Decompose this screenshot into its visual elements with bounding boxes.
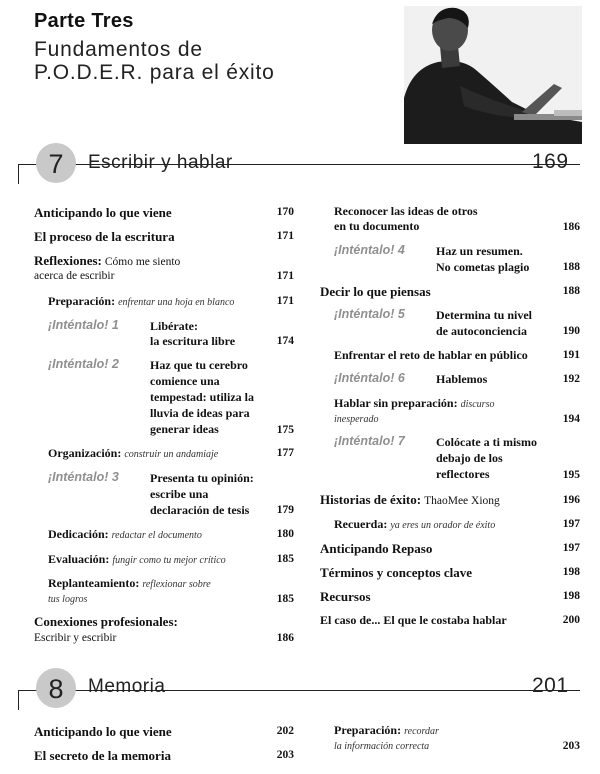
- toc-entry-preparacion-ch8[interactable]: [334, 723, 439, 739]
- toc-page: 192: [562, 373, 580, 385]
- toc-entry-hablar-publico[interactable]: Enfrentar el reto de hablar en público: [334, 348, 528, 362]
- toc-entry-sub: reflexionar sobre: [142, 579, 211, 590]
- chapter8-page: 201: [532, 674, 569, 697]
- toc-entry-replanteamiento[interactable]: [48, 576, 211, 592]
- toc-page: 171: [276, 270, 294, 282]
- toc-entry-sub: El que le costaba hablar: [383, 613, 507, 627]
- try-it-2-line2[interactable]: comience una: [150, 374, 220, 388]
- part-title-line2: P.O.D.E.R. para el éxito: [34, 61, 275, 84]
- try-it-2-label: ¡Inténtalo! 2: [48, 357, 119, 371]
- toc-page: 170: [276, 206, 294, 218]
- toc-page: 188: [562, 285, 580, 297]
- toc-entry-reflexiones[interactable]: [34, 253, 180, 270]
- toc-page: 191: [562, 349, 580, 361]
- try-it-5-label: ¡Inténtalo! 5: [334, 307, 405, 321]
- toc-entry-secreto-memoria[interactable]: El secreto de la memoria: [34, 748, 171, 763]
- try-it-2-line3[interactable]: tempestad: utiliza la: [150, 390, 254, 404]
- try-it-3-line2[interactable]: escribe una: [150, 487, 209, 501]
- toc-page: 195: [562, 469, 580, 481]
- toc-entry-sub-line: Escribir y escribir: [34, 632, 117, 644]
- toc-page: 203: [276, 749, 294, 761]
- toc-entry-label: Reflexiones:: [34, 253, 102, 268]
- toc-entry-conexiones[interactable]: Conexiones profesionales:: [34, 614, 178, 629]
- chapter8-number: 8: [36, 668, 76, 708]
- chapter8-rule-tick: [18, 690, 19, 710]
- try-it-7-line3[interactable]: reflectores: [436, 467, 490, 481]
- try-it-2-line1[interactable]: Haz que tu cerebro: [150, 358, 248, 372]
- toc-entry-label: Evaluación:: [48, 552, 110, 566]
- part-title-line1: Fundamentos de: [34, 38, 203, 61]
- toc-entry-label: El caso de...: [320, 613, 381, 627]
- toc-page: 186: [276, 632, 294, 644]
- toc-entry-sub: enfrentar una hoja en blanco: [118, 297, 235, 308]
- toc-entry-sub: construir un andamiaje: [124, 449, 219, 460]
- try-it-3-line1[interactable]: Presenta tu opinión:: [150, 471, 254, 485]
- toc-page: 171: [276, 295, 294, 307]
- toc-page: 174: [276, 335, 294, 347]
- toc-page: 198: [562, 590, 580, 602]
- toc-entry-dedicacion[interactable]: [48, 527, 202, 543]
- toc-entry-sub: recordar: [404, 726, 439, 737]
- toc-entry-evaluacion[interactable]: [48, 552, 226, 568]
- toc-entry-reconocer-ideas[interactable]: Reconocer las ideas de otros: [334, 204, 478, 218]
- try-it-5-line2[interactable]: de autoconciencia: [436, 324, 527, 338]
- toc-entry-sub-line: la información correcta: [334, 741, 430, 752]
- toc-entry-sub: discurso: [460, 399, 495, 410]
- toc-page: 194: [562, 413, 580, 425]
- chapter7-number: 7: [36, 143, 76, 183]
- toc-page: 180: [276, 528, 294, 540]
- toc-entry-sub: Cómo me siento: [104, 256, 181, 268]
- toc-entry-sub: fungir como tu mejor crítico: [112, 555, 226, 566]
- try-it-3-label: ¡Inténtalo! 3: [48, 470, 119, 484]
- toc-entry-terminos[interactable]: Términos y conceptos clave: [320, 565, 473, 580]
- toc-page: 202: [276, 725, 294, 737]
- try-it-7-label: ¡Inténtalo! 7: [334, 434, 405, 448]
- toc-page: 190: [562, 325, 580, 337]
- toc-page: 185: [276, 593, 294, 605]
- toc-entry-recuerda[interactable]: [334, 517, 495, 533]
- toc-entry-proceso-escritura[interactable]: El proceso de la escritura: [34, 229, 175, 244]
- toc-entry-label: Hablar sin preparación:: [334, 396, 458, 410]
- toc-entry-sub: ya eres un orador de éxito: [390, 520, 496, 531]
- toc-entry-hablar-sin-preparacion[interactable]: [334, 396, 494, 412]
- toc-entry-label: Historias de éxito:: [320, 492, 422, 507]
- try-it-7-line1[interactable]: Colócate a ti mismo: [436, 435, 537, 449]
- chapter8-title: Memoria: [88, 676, 166, 697]
- toc-page: 171: [276, 230, 294, 242]
- chapter7-title: Escribir y hablar: [88, 152, 233, 173]
- person-at-laptop-image: [404, 6, 582, 144]
- toc-entry-organizacion[interactable]: [48, 446, 218, 462]
- toc-entry-sub-line: inesperado: [334, 414, 379, 425]
- toc-page: 198: [562, 566, 580, 578]
- toc-entry-historias-exito[interactable]: [320, 492, 500, 509]
- toc-page: 197: [562, 542, 580, 554]
- try-it-2-line4[interactable]: lluvia de ideas para: [150, 406, 250, 420]
- try-it-7-line2[interactable]: debajo de los: [436, 451, 503, 465]
- toc-page: 186: [562, 221, 580, 233]
- toc-entry-sub-line: tus logros: [48, 594, 88, 605]
- toc-entry-anticipando[interactable]: Anticipando lo que viene: [34, 205, 172, 220]
- toc-page: 188: [562, 261, 580, 273]
- try-it-1-line2[interactable]: la escritura libre: [150, 334, 236, 348]
- toc-entry-sub-line: en tu documento: [334, 219, 420, 233]
- toc-entry-label: Preparación:: [48, 294, 116, 308]
- header-photo: [404, 6, 582, 144]
- chapter7-page: 169: [532, 150, 569, 173]
- toc-entry-sub: ThaoMee Xiong: [424, 495, 500, 507]
- toc-entry-label: Replanteamiento:: [48, 576, 140, 590]
- part-title: [34, 38, 275, 84]
- toc-entry-label: Recuerda:: [334, 517, 388, 531]
- try-it-6-line1[interactable]: Hablemos: [436, 372, 488, 386]
- try-it-5-line1[interactable]: Determina tu nivel: [436, 308, 532, 322]
- try-it-1-label: ¡Inténtalo! 1: [48, 318, 119, 332]
- toc-page: 185: [276, 553, 294, 565]
- toc-page: 179: [276, 504, 294, 516]
- toc-page: 203: [562, 740, 580, 752]
- try-it-4-line2[interactable]: No cometas plagio: [436, 260, 530, 274]
- toc-page: 200: [562, 614, 580, 626]
- part-label: Parte Tres: [34, 10, 134, 32]
- toc-entry-label: Organización:: [48, 446, 122, 460]
- try-it-2-line5[interactable]: generar ideas: [150, 422, 219, 436]
- chapter7-rule-tick: [18, 164, 19, 184]
- toc-entry-sub: redactar el documento: [111, 530, 202, 541]
- toc-entry-label: Dedicación:: [48, 527, 109, 541]
- try-it-4-label: ¡Inténtalo! 4: [334, 243, 405, 257]
- toc-page: 197: [562, 518, 580, 530]
- toc-entry-caso[interactable]: [320, 613, 507, 628]
- try-it-6-label: ¡Inténtalo! 6: [334, 371, 405, 385]
- toc-entry-sub-line: acerca de escribir: [34, 270, 115, 282]
- toc-entry-label: Preparación:: [334, 723, 402, 737]
- try-it-4-line1[interactable]: Haz un resumen.: [436, 244, 523, 258]
- try-it-1-line1[interactable]: Libérate:: [150, 319, 198, 333]
- toc-page: 175: [276, 424, 294, 436]
- try-it-3-line3[interactable]: declaración de tesis: [150, 503, 250, 517]
- toc-page: 177: [276, 447, 294, 459]
- toc-page: 196: [562, 494, 580, 506]
- toc-entry-preparacion[interactable]: [48, 294, 234, 310]
- toc-entry-anticipando-ch8[interactable]: Anticipando lo que viene: [34, 724, 172, 739]
- toc-entry-recursos[interactable]: Recursos: [320, 589, 371, 604]
- toc-entry-anticipando-repaso[interactable]: Anticipando Repaso: [320, 541, 433, 556]
- toc-entry-decir-piensas[interactable]: Decir lo que piensas: [320, 284, 431, 299]
